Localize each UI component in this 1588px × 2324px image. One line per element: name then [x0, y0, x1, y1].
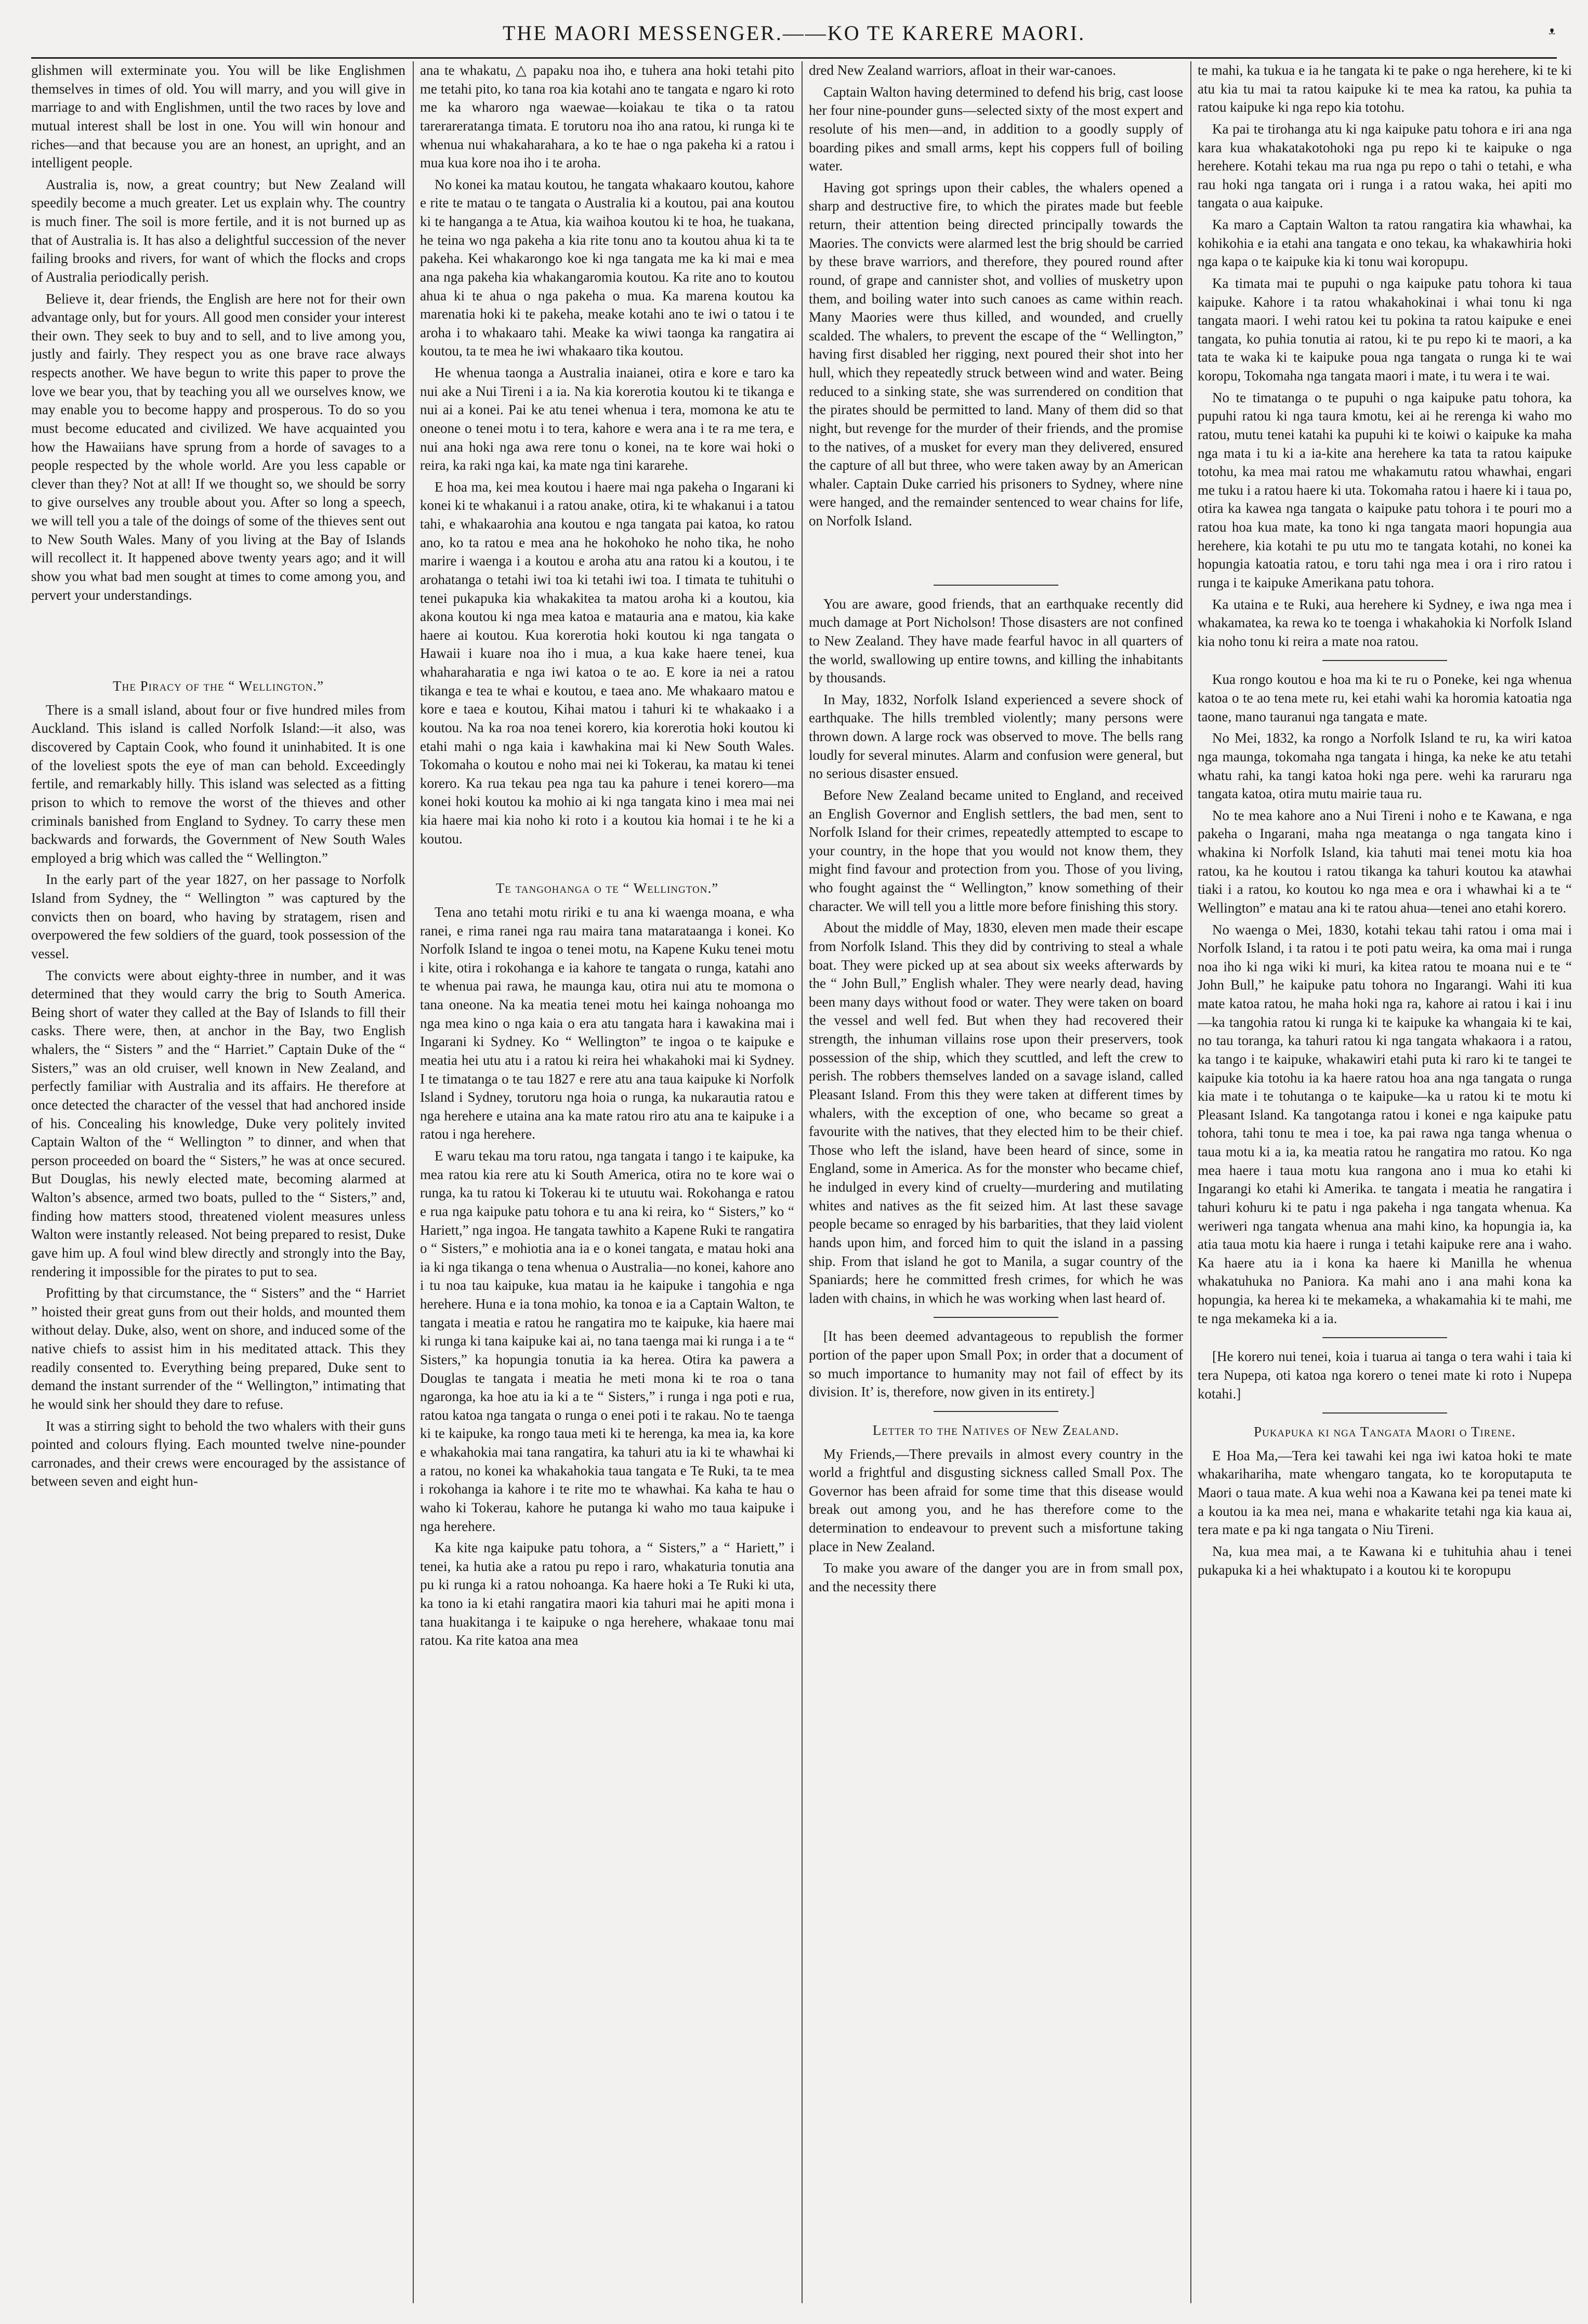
paragraph: E waru tekau ma toru ratou, nga tangata i tango i te kaipuke, ka mea ratou kia rere atu ki South America, otira no te kore wai o runga, ka tu ratou ki Tokerau ki te utuutu wai. Rokohanga e ratou e rua nga kaipuke patu tohora e tu ana ki reira, ko “ Sisters,” ko “ Hariett,” nga ingoa. He tangata tawhito a Kapene Ruki te rangatira o “ Sisters,” e mohiotia ana ia e o konei tangata, e matau hoki ana ia ki nga tikanga o tena whenua o Australia—no konei, kahore ano i tu noa tau kaipuke, kua matau ia he kaipuke i tangohia e nga herehere. Huna e ia tona mohio, ka tonoa e ia a Captain Walton, te tangata i meatia e ratou he rangatira mo te kaipuke, kia haere mai ki runga ki tana kaipuke kai ai, no tana taenga mai ki runga i a te “ Sisters,” ka hopungia tonutia ia ka herea. Otira ka pawera a Douglas te tangata i meatia he meti mona ki te roa o tana ngaronga, ka hoe atu ia ki a te “ Sisters,” i runga i nga poti e rua, ratou katoa nga tangata o runga o enei poti i te rakau. No te taenga ki te kaipuke, ka rongo taua meti ki te herenga, ka mea ia, ka kore e whakahokia mai tana rangatira, ka tahuri atu ia ki te whawhai ki a ratou, no konei ka whakahokia taua tangata e Te Ruki, ta te mea i rokohanga ia kahore i te rite mo te whawhai. Ka kaha te hau o waho ki Tokerau, kahore he putanga ki waho mo taua kaipuke i nga herehere.	[420, 1148, 794, 1534]
paragraph: E Hoa Ma,—Tera kei tawahi kei nga iwi katoa hoki te mate whakarihariha, mate whengaro tangata, ko te koroputaputa te Maori o taua mate. A kua wehi noa a Kawana kei pa tenei mate ki a koutou ia ka mea nei, mana e whakarite tetahi nga kia kaua ai, tera mate e pa ki nga tangata o Niu Tireni.	[1198, 1447, 1572, 1538]
column-1	[31, 61, 405, 2303]
paragraph: E hoa ma, kei mea koutou i haere mai nga pakeha o Ingarani ki konei ki te whakanui i a ratou anake, otira, ki te whakanui i a tatou tahi, e whakaarohia ana koutou e nga tangata pai katoa, ko ratou ano, ko ta ratou e mea ana he hokohoko he noho tika, he noho marire i waenga i a koutou e aroha atu ana ratou ki a koutou, i te arohatanga o tetahi iwi toa ki tetahi iwi toa. I timata te tuhituhi o tenei pukapuka kia whakakitea ta matou aroha ki a koutou, kia akona koutou ki nga mea katoa e matauria ana e matou, kia kake haere ai koutou. Kua korerotia hoki koutou ki nga tangata o Hawaii i kuare noa iho i mua, a kua kake haere tenei, kua whaharaharatia e nga iwi katoa o te ao. E kore ia nei a ratou tikanga e tea te whai e koutou, e taea ano. Me whakaaro matou e kore e taea e koutou, Kihai matou i tahuri ki te whakaako i a koutou. Na ka roa noa tenei korero, kia korerotia hoki koutou ki etahi mahi o nga kaia i kawhakina mai ki New South Wales. Tokomaha o koutou e noho mai nei ki Tokerau, ka matau ki tenei korero. Ka rua tekau pea nga tau ka pahure i tenei korero—ma konei hoki koutou ka mohio ai ki nga tangata kino i mea mai nei kia haere mai kia noho ki roto i a koutou kia homai i te he ki a koutou.	[420, 479, 794, 847]
masthead-title: THE MAORI MESSENGER.——KO TE KARERE MAORI.	[502, 21, 1086, 45]
paragraph: No Mei, 1832, ka rongo a Norfolk Island te ru, ka wiri katoa nga maunga, tokomaha nga tangata i hinga, ka neke ke atu tetahi whatu rahi, ka tangi katoa hoki nga pere. wehi ka raruraru nga tangata katoa, otira mutu mairie taua ru.	[1198, 730, 1572, 802]
paragraph: dred New Zealand warriors, afloat in their war-canoes.	[809, 62, 1116, 78]
paragraph: There is a small island, about four or five hundred miles from Auckland. This island is called Norfolk Island:—it also, was discovered by Captain Cook, who found it uninhabited. It is one of the loveliest spots the eye of man can behold. Exceedingly fertile, and remarkably hilly. This island was selected as a fitting prison to which to remove the worst of the thieves and other criminals banished from England to Sydney. To carry these men backwards and forwards, the Government of New South Wales employed a brig which was called the “ Wellington.”	[31, 702, 405, 866]
spacer	[31, 628, 405, 649]
paragraph: glishmen will exterminate you. You will be like Englishmen themselves in times of old. You will marry, and you will give in marriage to and with Englishmen, until the two races by love and mutual interest shall be lost in one. You will win honour and riches—and that because you are an honest, an upright, and an intelligent people.	[31, 62, 405, 171]
spacer	[809, 534, 1183, 554]
spacer	[809, 554, 1183, 575]
column-2	[420, 61, 794, 2303]
paragraph: In the early part of the year 1827, on her passage to Norfolk Island from Sydney, the “ Wellington ” was captured by the convicts then on board, who having by stratagem, risen and overpowered the few soldiers of the guard, took possession of the vessel.	[31, 872, 405, 961]
columns	[31, 61, 1572, 2303]
paragraph: Ka utaina e te Ruki, aua herehere ki Sydney, e iwa nga mea i whakamatea, ka rewa ko te toenga i whakahokia ki Norfolk Island kia noho tonu ki reira a mate noa ratou.	[1198, 596, 1572, 649]
section-separator	[1322, 1337, 1447, 1338]
paragraph: The convicts were about eighty-three in number, and it was determined that they would carry the brig to South America. Being short of water they called at the Bay of Islands to fill their casks. There were, then, at anchor in the Bay, two English whalers, the “ Sisters ” and the “ Harriet.” Captain Duke of the “ Sisters,” was an old cruiser, well known in New Zealand, and perfectly familiar with Australia and its affairs. He therefore at once detected the character of the vessel that had anchored inside of his. Concealing his knowledge, Duke very politely invited Captain Walton of the “ Wellington ” to dinner, and when that person proceeded on board the “ Sisters,” he was at once secured. But Douglas, his newly elected mate, becoming alarmed at Walton’s absence, armed two boats, pulled to the “ Sisters,” and, finding how matters stood, threatened violent measures unless Walton were instantly released. Not being prepared to resist, Duke gave him up. A foul wind blew directly and strongly into the Bay, rendering it impossible for the pirates to put to sea.	[31, 967, 405, 1279]
paragraph: No te timatanga o te pupuhi o nga kaipuke patu tohora, ka pupuhi ratou ki nga taura kmotu, kei ai he rerenga ki waho mo ratou, mutu tenei katahi ka pupuhi ki te koiwi o kaipuke ka maha nga mata i tu ki a ia-kite ana herehere ka tata ta ratou kaipuke totohu, ka mea mai ratou me whakamutu ratou whawhai, engari me tuku i a ratou haere ki uta. Tokomaha ratou i haere ki i taua po, otira ka kawea nga tangata o kaipuke patu tohora i te pouri mo a ratou hoa kua mate, ka tono ki nga tangata maori hopungia aua herehere, kia kotahi te pu utu mo te tangata kotahi, no konei ka hopungia katoatia ratou, e toru tahi nga mea i ora i riro ratou i runga i te kaipuke Amerikana patu tohora.	[1198, 389, 1572, 590]
paragraph: About the middle of May, 1830, eleven men made their escape from Norfolk Island. This they did by contriving to steal a whale boat. They were picked up at sea about six weeks afterwards by the “ John Bull,” English whaler. They were nearly dead, having been many days without food or water. They were taken on board the vessel and well fed. But when they had recovered their strength, the inhuman villains rose upon their preservers, took possession of the ship, which they scuttled, and left the crew to perish. The robbers themselves landed on a savage island, called Pleasant Island. From this they were taken at different times by whalers, with the exception of one, who became so great a favourite with the natives, that they elected him to be their chief. Those who left the island, have been heard of since, some in England, some in America. As for the monster who became chief, he indulged in every kind of cruelty—murdering and mutilating whites and natives as the fit seized him. At last these savage people became so enraged by his barbarities, that they laid violent hands upon him, and forced him to quit the island in a passing ship. From that island he got to Manila, a sugar country of the Spaniards; here he committed fresh crimes, for which he was laden with chains, in which he was working when last heard of.	[809, 920, 1183, 1306]
paragraph: In May, 1832, Norfolk Island experienced a severe shock of earthquake. The hills trembled violently; many persons were thrown down. A large rock was observed to move. The bells rang loudly for several minutes. Alarm and confusion were general, but no serious disaster ensued.	[809, 691, 1183, 782]
paragraph: You are aware, good friends, that an earthquake recently did much damage at Port Nicholson! Those disasters are not confined to New Zealand. They have made fearful havoc in all quarters of the world, swallowing up entire towns, and killing the inhabitants by thousands.	[809, 596, 1183, 686]
section-separator	[934, 1411, 1058, 1412]
ornament-icon: ᵜ	[1548, 21, 1557, 45]
paragraph: No te mea kahore ano a Nui Tireni i noho e te Kawana, e nga pakeha o Ingarani, maha nga meatanga o nga tangata kino i whakina ki Norfolk Island, kia tahuti mai tenei motu kia hoa ratou, ka he koutou i ratou tikanga ka tahuri koutou ka atawhai tiaki i a ratou, ko koutou ko nga mea e ora i whawhai ki a te “ Wellington” e matau ana ki te ratou ahua—tenei ano etahi korero.	[1198, 807, 1572, 916]
paragraph: Before New Zealand became united to England, and received an English Governor and English settlers, the bad men, sent to Norfolk Island for their crimes, repeatedly attempted to escape to your country, in the hope that you would not know them, they might find favour and protection from you. Those of you living, who fought against the “ Wellington,” know something of their character. We will tell you a little more before finishing this story.	[809, 787, 1183, 914]
column-divider	[802, 61, 803, 2303]
paragraph: Tena ano tetahi motu ririki e tu ana ki waenga moana, e wha ranei, e rima ranei nga rau maira tana matarataanga i konei. Ko Norfolk Island te ingoa o tenei motu, na Kapene Kuku tenei motu i kite, otira i rokohanga e ia kahore te tangata o runga, katahi ano te whenua pai rawa, he maunga kau, otira nui atu te momona o tana oneone. Na ka meatia tenei motu hei kainga nohoanga mo nga mea kino o nga kaia o era atu tangata hara i kawakina mai i Ingarani ki Sydney. Ko “ Wellington” te ingoa o te kaipuke e meatia hei utu atu i a ratou ki reira hei whakahoki mai ki Sydney. I te timatanga o te tau 1827 e rere atu ana taua kaipuke ki Norfolk Island i Sydney, torutoru nga hoia o runga, ka nukarautia ratou e nga herehere e utaina ana ka mate ratou riro atu ana te kaipuke i a ratou i nga herehere.	[420, 904, 794, 1142]
article-title: Letter to the Natives of New Zealand.	[872, 1422, 1120, 1438]
spacer	[31, 608, 405, 628]
spacer	[420, 851, 794, 872]
paragraph: He whenua taonga a Australia inaianei, otira e kore e taro ka nui ake a Nui Tireni i a ia. Na kia korerotia koutou ki te tikanga e nui ai a konei. Pai ke atu tenei whenua i tera, momona ke atu te oneone o tenei motu i to tera, kahore e wera ana i te ra me tera, e nui ana hoki nga awa rere tonu o konei, na te kore wai hoki o reira, ka raki nga kai, ka mate nga tini kararehe.	[420, 365, 794, 473]
section-separator	[934, 1317, 1058, 1318]
paragraph: Ka pai te tirohanga atu ki nga kaipuke patu tohora e iri ana nga kara kua whakatakotohoki nga pu repo ki te kaipuke o nga herehere. Kotahi tekau ma rua nga pu repo o tahi o tetahi, e wha rau hoki nga tangata ori i runga i a ratou waka, hei apiti mo tangata o aua kaipuke.	[1198, 121, 1572, 211]
paragraph: My Friends,—There prevails in almost every country in the world a frightful and disgusting sickness called Small Pox. The Governor has been afraid for some time that this disease would break out among you, and he has therefore come to the determination to endeavour to prevent such a misfortune taking place in New Zealand.	[809, 1446, 1183, 1554]
paragraph: Australia is, now, a great country; but New Zealand will speedily become a much greater. Let us explain why. The country is much finer. The soil is more fertile, and it is not burned up as that of Australia is. It has also a delightful succession of the never failing brooks and rivers, for want of which the flocks and crops of Australia periodically perish.	[31, 176, 405, 285]
column-divider	[1190, 61, 1191, 2303]
paragraph: ana te whakatu, △ papaku noa iho, e tuhera ana hoki tetahi pito me tetahi pito, ko tana roa kia kotahi ano te tangata e ngaro ki roto me ka wharoro nga waewae—koiakau te tika o ta ratou tarerareratanga timata. E torutoru noa iho ana ratou, ki runga ki te whenua nui whakaharahara, a ko te hae o nga pakeha ki a ratou i mua kua kore noa iho i te aroha.	[420, 62, 794, 171]
masthead	[31, 21, 1557, 59]
section-separator	[934, 585, 1058, 586]
bracketed-note: [He korero nui tenei, koia i tuarua ai tanga o tera wahi i taia ki tera Nupepa, oti katoa nga korero o tenei mate ki roto i Nupepa kotahi.]	[1198, 1349, 1572, 1402]
column-3	[809, 61, 1183, 2303]
article-title: Te tangohanga o te “ Wellington.”	[495, 880, 719, 896]
paragraph: It was a stirring sight to behold the two whalers with their guns pointed and colours flying. Each mounted twelve nine-pounder carronades, and their crews were encouraged by the assistance of between seven and eight hun-	[31, 1418, 405, 1489]
paragraph: Ka maro a Captain Walton ta ratou rangatira kia whawhai, ka kohikohia e ia etahi ana tangata e ono tekau, ka whakawhiria hoki nga kapa o te kaipuke kia ki tonu wai koropupu.	[1198, 217, 1572, 270]
paragraph: Profitting by that circumstance, the “ Sisters” and the “ Harriet ” hoisted their great guns from out their holds, and mounted them without delay. Duke, also, went on shore, and induced some of the native chiefs to assist him in his meditated attack. This they readily consented to. Everything being prepared, Duke sent to demand the instant surrender of the “ Wellington,” intimating that he would sink her should they dare to refuse.	[31, 1285, 405, 1412]
paragraph: Captain Walton having determined to defend his brig, cast loose her four nine-pounder guns—selected sixty of the most expert and resolute of his men—and, in addition to a goodly supply of boarding pikes and small arms, kept his coppers full of boiling water.	[809, 84, 1183, 174]
spacer	[31, 649, 405, 670]
article-title: The Piracy of the “ Wellington.”	[113, 678, 324, 694]
paragraph: Believe it, dear friends, the English are here not for their own advantage only, but for yours. All good men consider your interest their own. They seek to buy and to sell, and to live among you, justly and fairly. They respect you as one brave race always respects another. We have begun to write this paper to prove the love we bear you, that by teaching you all we ourselves know, we may enable you to become happy and prosperous. To do so you must become educated and civilized. We have acquainted you how the Hawaiians have sprung from a horde of savages to a people respected by the whole world. Are you less capable or clever than they? Not at all! If we thought so, we should be sorry to give ourselves any trouble about you. After so long a speech, we will tell you a tale of the doings of some of the thieves sent out to New South Wales. Many of you living at the Bay of Islands will recollect it. It happened above twenty years ago; and it will show you what bad men sought at times to come among you, and pervert your understandings.	[31, 290, 405, 603]
paragraph: To make you aware of the danger you are in from small pox, and the necessity there	[809, 1560, 1183, 1594]
bracketed-note: [It has been deemed advantageous to republish the former portion of the paper upon Small Pox; in order that a document of so much importance to humanity may not fail of effect by its division. It’ is, therefore, now given in its entirety.]	[809, 1328, 1183, 1400]
section-separator	[1322, 1412, 1447, 1414]
paragraph: Na, kua mea mai, a te Kawana ki e tuhituhia ahau i tenei pukapuka ki a hei whaktupato i a koutou ki te koropupu	[1198, 1543, 1572, 1578]
section-separator	[1322, 660, 1447, 661]
paragraph: No waenga o Mei, 1830, kotahi tekau tahi ratou i oma mai i Norfolk Island, i ta ratou i te poti patu weira, ka oma mai i runga noa iho ki nga wiki ki muri, ka kitea ratou te moana nui e te “ John Bull,” he kaipuke patu tohora no Ingarangi. Wahi iti kua mate katoa ratou, he maha hoki nga ra, kahore ai ratou i kai i inu—ka tangohia ratou ki runga ki te kaipuke ka whangaia ki te kai, no tau toranga, ka tahuri ratou ki nga tangata whakaora i a ratou, ka tango i te kaipuke, whakawiri etahi puta ki raro ki te tangei te kaipuke kia totohu ia ka haere ratou hoa ana nga tangata o runga kia mate i te tohutanga o te kaipuke—ka u ratou ki te motu ki Pleasant Island. Ka tangotanga ratou i konei e nga kaipuke patu tohora, tahi tonu te mea i toe, ka pai rawa nga tanga whenua o taua motu ki a ia, ka meatia ratou he rangatira mo ratou. Ko nga mea haere i taua motu kua rangona ano i mua ko etahi ki Ingarangi ko etahi ki Amerika. te tangata i meatia he rangatira i tahuri kohuru ki te patu i nga pakeha i nga tangata whenua. Ka weriweri nga tangata whenua ana mahi kino, ka hopungia ia, ka atia taua motu kia haere i runga i tetahi kaipuke rere ana i waho. Ka haere atu ia i kona ka haere ki Manilla he whenua whakatuhuka no Paniora. Ka mahi ano i ana mahi kona ka hopungia, ka herea ki te mekameka, a whakamahia ki te mahi, me te nga mekameka ki a ia.	[1198, 921, 1572, 1326]
paragraph: Ka timata mai te pupuhi o nga kaipuke patu tohora ki taua kaipuke. Kahore i ta ratou whakahokinai i whai tonu ki nga tangata maori. I wehi ratou kei tu pokina ta ratou kaipuke e enei tangata, ko puhia tonutia ai ratou, ki te pu repo ki te maori, a ka tata te waka ki te kaipuke poua nga tangata o runga ki te wai koropu, Tokomaha nga tangata maori i mate, i tu wera i te wai.	[1198, 275, 1572, 384]
paragraph: Kua rongo koutou e hoa ma ki te ru o Poneke, kei nga whenua katoa o te ao tena mete ru, kei etahi wahi ka horomia katoatia nga taone, mano tauranui nga tangata e mate.	[1198, 671, 1572, 724]
paragraph: No konei ka matau koutou, he tangata whakaaro koutou, kahore e rite te matau o te tangata o Australia ki a koutou, pai ana koutou ki te hanganga a te Atua, kia waihoa koutou ki te hoa, he tuakana, he teina wo nga pakeha a kia rite tonu ano ta koutou ahua ki ta te pakeha. Kei whakarongo koe ki nga tangata me ka ki mai e mea ana nga pakeha kia whakangaromia koutou. Ka rite ano to koutou ahua ki te ahua o nga pakeha o mua. Ka marena koutou ka marenatia hoki ki te pakeha, meake kotahi ano te iwi o tatou i te aroha i to whakaaro tahi. Meake ka wiwi taonga ka rangatira ai koutou, ta te mea he iwi whakaaro tika koutou.	[420, 176, 794, 359]
article-title: Pukapuka ki nga Tangata Maori o Tirene.	[1253, 1424, 1516, 1440]
paragraph: Ka kite nga kaipuke patu tohora, a “ Sisters,” a “ Hariett,” i tenei, ka hutia ake a ratou pu repo i raro, whakaturia tonutia ana pu ki runga ki a ratou nohoanga. Ka haere hoki a Te Ruki ki uta, ka tono ia ki etahi rangatira maori kia tahuri mai he apiti mona i tana huakitanga i te kaipuke o nga herehere, whakaae tonu mai ratou. Ka rite katoa ana mea	[420, 1540, 794, 1648]
paragraph: Having got springs upon their cables, the whalers opened a sharp and destructive fire, to which the pirates made but feeble return, their attention being directed principally towards the Maories. The convicts were alarmed lest the brig should be carried by these brave warriors, and therefore, they poured round after round, of grape and cannister shot, and vollies of musketry upon them, and boiling water into such canoes as came within reach. Many Maories were thus killed, and wounded, and cruelly scalded. The whalers, to prevent the escape of the “ Wellington,” having first disabled her rigging, next poured their shot into her hull, which they repeatedly struck between wind and water. Being reduced to a sinking state, she was surrendered on condition that the pirates should be permitted to land. Many of them did so that night, but revenge for the murder of their friends, and the promise to the natives, of a musket for every man they delivered, ensured the capture of all but three, who were taken away by an American whaler. Captain Duke carried his prisoners to Sydney, where nine were hanged, and the remainder sentenced to wear chains for life, on Norfolk Island.	[809, 179, 1183, 529]
column-4	[1198, 61, 1572, 2303]
paragraph: te mahi, ka tukua e ia he tangata ki te pake o nga herehere, ki te ki atu kia tu mai ta ratou kaipuke ki te mea ka ratou, ka puhia ta ratou kaipuke ki nga repo kia totohu.	[1198, 62, 1572, 115]
column-divider	[413, 61, 414, 2303]
